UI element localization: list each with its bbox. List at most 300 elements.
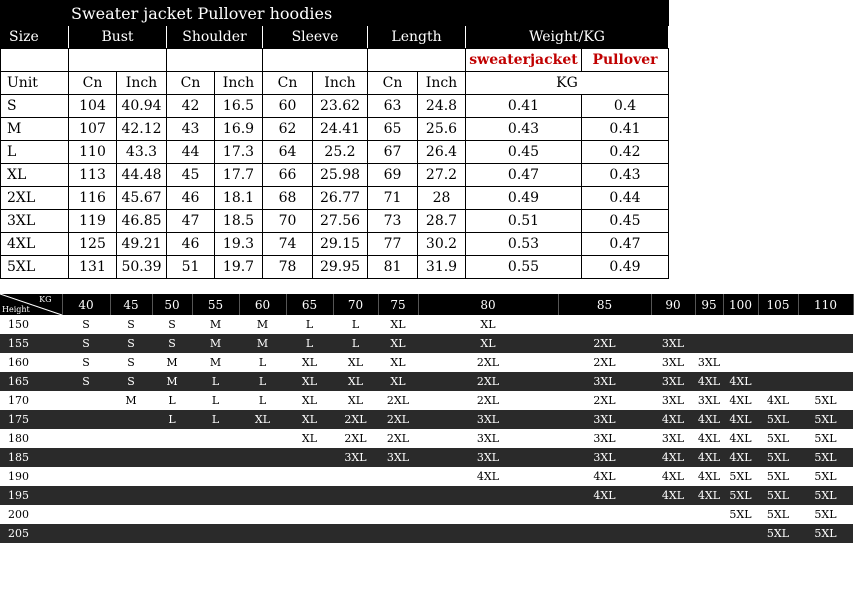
- fit-size-cell: [695, 524, 723, 543]
- fit-size-cell: S: [110, 315, 152, 334]
- fit-row: [0, 505, 853, 524]
- fit-size-cell: [723, 334, 758, 353]
- fit-size-cell: [286, 524, 333, 543]
- fit-size-cell: 4XL: [651, 448, 695, 467]
- measurement-cell: 71: [368, 187, 418, 210]
- fit-size-cell: 4XL: [651, 486, 695, 505]
- fit-size-cell: [192, 448, 239, 467]
- weight-header-cell: 60: [239, 294, 286, 315]
- fit-size-cell: 3XL: [558, 372, 651, 391]
- fit-size-cell: 4XL: [418, 467, 558, 486]
- fit-size-cell: [333, 467, 378, 486]
- measurement-cell: 0.49: [466, 187, 582, 210]
- fit-size-cell: 3XL: [695, 391, 723, 410]
- unit-cell: Cn: [69, 72, 117, 95]
- height-label: 155: [0, 334, 62, 353]
- fit-size-cell: 3XL: [651, 391, 695, 410]
- measurement-cell: 66: [263, 164, 313, 187]
- measurement-cell: 0.45: [582, 210, 669, 233]
- fit-size-cell: [758, 334, 798, 353]
- unit-cell: Cn: [368, 72, 418, 95]
- measurement-cell: 31.9: [418, 256, 466, 279]
- fit-size-cell: L: [333, 315, 378, 334]
- weight-header-cell: 65: [286, 294, 333, 315]
- size-label: 3XL: [1, 210, 69, 233]
- fit-size-cell: 2XL: [333, 410, 378, 429]
- fit-size-cell: L: [286, 315, 333, 334]
- weight-header-cell: 75: [378, 294, 418, 315]
- measurement-cell: 74: [263, 233, 313, 256]
- fit-size-cell: 5XL: [798, 505, 853, 524]
- measurement-cell: 78: [263, 256, 313, 279]
- fit-row: [0, 410, 853, 429]
- measurement-cell: 125: [69, 233, 117, 256]
- fit-size-cell: [333, 524, 378, 543]
- weight-sub-sweaterjacket: sweaterjacket: [466, 49, 582, 72]
- fit-size-cell: 4XL: [758, 391, 798, 410]
- measurement-cell: 27.56: [313, 210, 368, 233]
- fit-row: [0, 429, 853, 448]
- fit-size-cell: XL: [333, 372, 378, 391]
- measurement-cell: 0.47: [582, 233, 669, 256]
- height-label: 190: [0, 467, 62, 486]
- fit-size-cell: [758, 372, 798, 391]
- fit-size-cell: 2XL: [333, 429, 378, 448]
- fit-size-cell: 3XL: [378, 448, 418, 467]
- measurement-cell: 0.43: [582, 164, 669, 187]
- fit-size-cell: M: [152, 353, 192, 372]
- fit-size-cell: [239, 505, 286, 524]
- fit-size-cell: XL: [286, 429, 333, 448]
- fit-size-cell: 4XL: [695, 486, 723, 505]
- header-sleeve: Sleeve: [263, 26, 368, 49]
- fit-size-cell: [110, 429, 152, 448]
- fit-row: [0, 353, 853, 372]
- fit-size-cell: [695, 315, 723, 334]
- fit-size-cell: XL: [378, 353, 418, 372]
- measurement-cell: 29.95: [313, 256, 368, 279]
- measurement-cell: 104: [69, 95, 117, 118]
- fit-row: [0, 524, 853, 543]
- measurement-cell: 0.49: [582, 256, 669, 279]
- measurement-cell: 26.77: [313, 187, 368, 210]
- fit-size-cell: [110, 410, 152, 429]
- fit-size-cell: S: [62, 353, 110, 372]
- fit-row: [0, 467, 853, 486]
- fit-size-cell: [239, 486, 286, 505]
- measurement-cell: 24.41: [313, 118, 368, 141]
- fit-size-cell: 2XL: [378, 391, 418, 410]
- measurement-cell: 28.7: [418, 210, 466, 233]
- fit-size-cell: [651, 505, 695, 524]
- size-measurement-table: [0, 0, 669, 279]
- weight-header-cell: 40: [62, 294, 110, 315]
- height-label: 180: [0, 429, 62, 448]
- fit-size-cell: 2XL: [378, 410, 418, 429]
- fit-size-cell: M: [239, 315, 286, 334]
- fit-size-cell: [286, 448, 333, 467]
- fit-size-cell: [378, 486, 418, 505]
- size-row: [1, 256, 669, 279]
- measurement-cell: 23.62: [313, 95, 368, 118]
- fit-size-cell: [152, 429, 192, 448]
- fit-size-cell: 2XL: [558, 334, 651, 353]
- fit-size-cell: S: [62, 334, 110, 353]
- fit-size-cell: S: [110, 353, 152, 372]
- fit-size-cell: 2XL: [378, 429, 418, 448]
- measurement-cell: 16.9: [215, 118, 263, 141]
- fit-size-cell: 5XL: [723, 486, 758, 505]
- fit-size-cell: S: [110, 372, 152, 391]
- measurement-cell: 25.2: [313, 141, 368, 164]
- fit-size-cell: [192, 524, 239, 543]
- fit-size-cell: [558, 505, 651, 524]
- measurement-cell: 44: [167, 141, 215, 164]
- measurement-cell: 43: [167, 118, 215, 141]
- fit-size-cell: 5XL: [758, 505, 798, 524]
- height-weight-fit-table: [0, 294, 854, 543]
- measurement-cell: 60: [263, 95, 313, 118]
- unit-cell: Inch: [313, 72, 368, 95]
- measurement-cell: 77: [368, 233, 418, 256]
- fit-size-cell: 4XL: [723, 410, 758, 429]
- fit-size-cell: L: [239, 372, 286, 391]
- fit-size-cell: [798, 315, 853, 334]
- measurement-cell: 0.43: [466, 118, 582, 141]
- fit-size-cell: S: [110, 334, 152, 353]
- fit-size-cell: [378, 524, 418, 543]
- fit-size-cell: L: [152, 391, 192, 410]
- size-row: [1, 141, 669, 164]
- size-label: 4XL: [1, 233, 69, 256]
- header-weight: Weight/KG: [466, 26, 669, 49]
- fit-size-cell: 2XL: [558, 391, 651, 410]
- fit-size-cell: [418, 505, 558, 524]
- fit-size-cell: XL: [333, 353, 378, 372]
- fit-size-cell: XL: [239, 410, 286, 429]
- fit-size-cell: 2XL: [558, 353, 651, 372]
- fit-size-cell: [286, 467, 333, 486]
- measurement-cell: 43.3: [117, 141, 167, 164]
- fit-size-cell: 4XL: [723, 448, 758, 467]
- measurement-cell: 44.48: [117, 164, 167, 187]
- fit-size-cell: 4XL: [651, 410, 695, 429]
- fit-size-cell: [695, 334, 723, 353]
- fit-size-cell: 5XL: [758, 467, 798, 486]
- fit-size-cell: 5XL: [798, 410, 853, 429]
- fit-size-cell: L: [333, 334, 378, 353]
- size-label: M: [1, 118, 69, 141]
- header-shoulder: Shoulder: [167, 26, 263, 49]
- weight-header-cell: 50: [152, 294, 192, 315]
- measurement-cell: 25.98: [313, 164, 368, 187]
- fit-row: [0, 334, 853, 353]
- fit-size-cell: [723, 353, 758, 372]
- fit-size-cell: S: [152, 315, 192, 334]
- header-size: Size: [1, 26, 69, 49]
- measurement-cell: 25.6: [418, 118, 466, 141]
- fit-size-cell: [62, 505, 110, 524]
- fit-size-cell: 4XL: [723, 391, 758, 410]
- fit-size-cell: 4XL: [695, 448, 723, 467]
- measurement-cell: 0.45: [466, 141, 582, 164]
- fit-size-cell: XL: [286, 353, 333, 372]
- unit-cell: Inch: [117, 72, 167, 95]
- fit-size-cell: 3XL: [651, 353, 695, 372]
- fit-size-cell: [192, 467, 239, 486]
- fit-size-cell: [286, 486, 333, 505]
- fit-size-cell: [418, 486, 558, 505]
- measurement-cell: 70: [263, 210, 313, 233]
- fit-size-cell: M: [152, 372, 192, 391]
- fit-size-cell: [333, 505, 378, 524]
- measurement-cell: 64: [263, 141, 313, 164]
- fit-row: [0, 391, 853, 410]
- measurement-cell: 0.41: [582, 118, 669, 141]
- fit-size-cell: 5XL: [798, 391, 853, 410]
- fit-size-cell: [723, 315, 758, 334]
- fit-size-cell: 5XL: [798, 429, 853, 448]
- measurement-cell: 81: [368, 256, 418, 279]
- fit-size-cell: 5XL: [798, 448, 853, 467]
- height-label: 160: [0, 353, 62, 372]
- fit-size-cell: 4XL: [695, 467, 723, 486]
- fit-size-cell: 4XL: [695, 410, 723, 429]
- fit-row: [0, 486, 853, 505]
- fit-size-cell: [651, 315, 695, 334]
- fit-size-cell: [152, 524, 192, 543]
- fit-size-cell: [651, 524, 695, 543]
- measurement-cell: 0.55: [466, 256, 582, 279]
- height-label: 185: [0, 448, 62, 467]
- fit-size-cell: [110, 524, 152, 543]
- size-row: [1, 164, 669, 187]
- fit-size-cell: 3XL: [651, 429, 695, 448]
- fit-size-cell: [62, 410, 110, 429]
- fit-size-cell: 5XL: [798, 467, 853, 486]
- height-label: 200: [0, 505, 62, 524]
- measurement-cell: 17.3: [215, 141, 263, 164]
- measurement-cell: 0.53: [466, 233, 582, 256]
- fit-size-cell: L: [239, 353, 286, 372]
- fit-size-cell: 3XL: [651, 334, 695, 353]
- fit-size-cell: XL: [378, 334, 418, 353]
- unit-cell-kg: KG: [466, 72, 669, 95]
- measurement-cell: 116: [69, 187, 117, 210]
- fit-size-cell: [152, 505, 192, 524]
- measurement-cell: 0.41: [466, 95, 582, 118]
- fit-size-cell: 4XL: [723, 429, 758, 448]
- measurement-cell: 45.67: [117, 187, 167, 210]
- fit-size-cell: [798, 334, 853, 353]
- measurement-cell: 17.7: [215, 164, 263, 187]
- fit-size-cell: 5XL: [758, 486, 798, 505]
- fit-size-cell: [192, 486, 239, 505]
- fit-size-cell: 3XL: [418, 448, 558, 467]
- fit-size-cell: [192, 505, 239, 524]
- fit-row: [0, 448, 853, 467]
- measurement-cell: 62: [263, 118, 313, 141]
- height-label: 165: [0, 372, 62, 391]
- size-row: [1, 187, 669, 210]
- fit-size-cell: [558, 315, 651, 334]
- fit-size-cell: XL: [378, 372, 418, 391]
- fit-size-cell: XL: [418, 334, 558, 353]
- fit-size-cell: [110, 505, 152, 524]
- measurement-cell: 73: [368, 210, 418, 233]
- fit-size-cell: [110, 467, 152, 486]
- measurement-cell: 46: [167, 187, 215, 210]
- fit-size-cell: [378, 467, 418, 486]
- height-label: 205: [0, 524, 62, 543]
- fit-size-cell: [110, 486, 152, 505]
- measurement-cell: 42: [167, 95, 215, 118]
- fit-size-cell: [62, 448, 110, 467]
- fit-size-cell: 5XL: [723, 467, 758, 486]
- measurement-cell: 0.51: [466, 210, 582, 233]
- fit-size-cell: [152, 486, 192, 505]
- fit-size-cell: [62, 486, 110, 505]
- fit-size-cell: L: [192, 410, 239, 429]
- header-bust: Bust: [69, 26, 167, 49]
- measurement-cell: 24.8: [418, 95, 466, 118]
- fit-size-cell: XL: [286, 391, 333, 410]
- fit-size-cell: 5XL: [758, 429, 798, 448]
- fit-size-cell: 5XL: [798, 486, 853, 505]
- size-row: [1, 233, 669, 256]
- fit-size-cell: L: [192, 391, 239, 410]
- fit-size-cell: 4XL: [558, 486, 651, 505]
- fit-size-cell: [62, 524, 110, 543]
- height-label: 150: [0, 315, 62, 334]
- fit-size-cell: [62, 391, 110, 410]
- fit-size-cell: S: [62, 315, 110, 334]
- fit-row: [0, 372, 853, 391]
- fit-size-cell: 2XL: [418, 391, 558, 410]
- weight-header-cell: 90: [651, 294, 695, 315]
- fit-size-cell: [758, 315, 798, 334]
- fit-size-cell: [418, 524, 558, 543]
- measurement-cell: 27.2: [418, 164, 466, 187]
- fit-size-cell: [152, 448, 192, 467]
- fit-size-cell: 3XL: [418, 429, 558, 448]
- measurement-cell: 65: [368, 118, 418, 141]
- measurement-cell: 45: [167, 164, 215, 187]
- fit-size-cell: L: [152, 410, 192, 429]
- unit-label: Unit: [1, 72, 69, 95]
- fit-size-cell: [286, 505, 333, 524]
- unit-cell: Inch: [215, 72, 263, 95]
- measurement-cell: 40.94: [117, 95, 167, 118]
- unit-cell: Inch: [418, 72, 466, 95]
- weight-header-cell: 100: [723, 294, 758, 315]
- fit-size-cell: 3XL: [695, 353, 723, 372]
- measurement-cell: 110: [69, 141, 117, 164]
- fit-size-cell: [798, 353, 853, 372]
- fit-size-cell: M: [110, 391, 152, 410]
- fit-size-cell: 4XL: [558, 467, 651, 486]
- fit-size-cell: [695, 505, 723, 524]
- fit-size-cell: 5XL: [758, 448, 798, 467]
- fit-size-cell: [723, 524, 758, 543]
- fit-size-cell: [378, 505, 418, 524]
- height-label: 170: [0, 391, 62, 410]
- height-label: 195: [0, 486, 62, 505]
- measurement-cell: 119: [69, 210, 117, 233]
- measurement-cell: 63: [368, 95, 418, 118]
- fit-size-cell: [239, 524, 286, 543]
- fit-size-cell: L: [286, 334, 333, 353]
- fit-size-cell: 4XL: [695, 372, 723, 391]
- measurement-cell: 0.44: [582, 187, 669, 210]
- fit-size-cell: [758, 353, 798, 372]
- fit-size-cell: [192, 429, 239, 448]
- measurement-cell: 49.21: [117, 233, 167, 256]
- measurement-cell: 0.4: [582, 95, 669, 118]
- size-row: [1, 118, 669, 141]
- fit-size-cell: [558, 524, 651, 543]
- chart-title: Sweater jacket Pullover hoodies: [1, 1, 669, 26]
- size-label: XL: [1, 164, 69, 187]
- measurement-cell: 30.2: [418, 233, 466, 256]
- weight-header-cell: 45: [110, 294, 152, 315]
- measurement-cell: 18.1: [215, 187, 263, 210]
- fit-size-cell: [110, 448, 152, 467]
- fit-size-cell: [239, 429, 286, 448]
- measurement-cell: 42.12: [117, 118, 167, 141]
- weight-sub-pullover: Pullover: [582, 49, 669, 72]
- fit-size-cell: 5XL: [723, 505, 758, 524]
- fit-size-cell: XL: [286, 372, 333, 391]
- header-length: Length: [368, 26, 466, 49]
- fit-size-cell: M: [239, 334, 286, 353]
- measurement-cell: 26.4: [418, 141, 466, 164]
- fit-size-cell: 5XL: [758, 524, 798, 543]
- fit-size-cell: XL: [333, 391, 378, 410]
- measurement-cell: 46.85: [117, 210, 167, 233]
- measurement-cell: 46: [167, 233, 215, 256]
- measurement-cell: 107: [69, 118, 117, 141]
- fit-size-cell: [239, 467, 286, 486]
- fit-size-cell: [62, 429, 110, 448]
- fit-size-cell: 4XL: [651, 467, 695, 486]
- measurement-cell: 0.42: [582, 141, 669, 164]
- weight-header-cell: 95: [695, 294, 723, 315]
- measurement-cell: 51: [167, 256, 215, 279]
- measurement-cell: 19.7: [215, 256, 263, 279]
- fit-size-cell: 5XL: [758, 410, 798, 429]
- fit-size-cell: [333, 486, 378, 505]
- size-row: [1, 210, 669, 233]
- unit-cell: Cn: [263, 72, 313, 95]
- fit-row: [0, 315, 853, 334]
- fit-size-cell: S: [62, 372, 110, 391]
- weight-header-cell: 80: [418, 294, 558, 315]
- size-label: 2XL: [1, 187, 69, 210]
- fit-size-cell: M: [192, 315, 239, 334]
- measurement-cell: 29.15: [313, 233, 368, 256]
- weight-header-cell: 70: [333, 294, 378, 315]
- measurement-cell: 47: [167, 210, 215, 233]
- weight-header-cell: 105: [758, 294, 798, 315]
- fit-size-cell: S: [152, 334, 192, 353]
- fit-size-cell: L: [239, 391, 286, 410]
- measurement-cell: 68: [263, 187, 313, 210]
- fit-size-cell: 4XL: [695, 429, 723, 448]
- weight-header-cell: 55: [192, 294, 239, 315]
- corner-height-label: Height: [2, 305, 30, 314]
- fit-size-cell: XL: [418, 315, 558, 334]
